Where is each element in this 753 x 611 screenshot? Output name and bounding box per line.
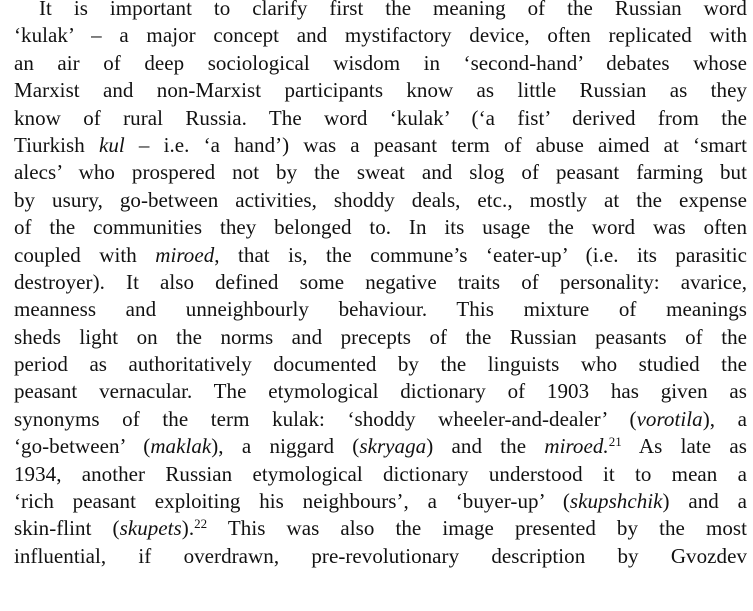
text-run: peasant vernacular. The etymological dictionary of 1903 has given as — [14, 379, 747, 404]
text-line — [14, 105, 747, 132]
text-run: of the communities they belonged to. In its usage the word was often — [14, 215, 747, 240]
text-line — [14, 351, 747, 378]
text-line — [14, 324, 747, 351]
text-run: period as authoritatively documented by the linguists who studied the — [14, 352, 747, 377]
text-line — [14, 0, 747, 22]
text-run: It is important to clarify first the meaning of the Russian word — [39, 0, 747, 20]
text-run: ‘kulak’ – a major concept and mystifactory device, often replicated with — [14, 23, 747, 48]
text-run: sheds light on the norms and precepts of the Russian peasants of the — [14, 324, 747, 349]
italic-term: skupets — [119, 516, 182, 541]
text-line — [14, 214, 747, 241]
text-line — [14, 433, 747, 460]
text-line — [14, 296, 747, 323]
text-run: 1934, another Russian etymological dictionary understood it to mean a — [14, 461, 747, 486]
text-run: know of rural Russia. The word ‘kulak’ (‘a fist’ derived from the — [14, 105, 747, 130]
text-line — [14, 488, 747, 515]
text-line — [14, 159, 747, 186]
text-run: Tiurkish — [14, 132, 99, 157]
text-run: , that is, the commune’s ‘eater-up’ (i.e. its parasitic — [214, 242, 747, 267]
text-line — [14, 187, 747, 214]
text-run: As late as — [621, 434, 748, 459]
text-line — [14, 461, 747, 488]
text-run: ), a niggard ( — [211, 434, 360, 459]
text-run: destroyer). It also defined some negative traits of personality: avarice, — [14, 269, 747, 294]
text-line — [14, 269, 747, 296]
text-run: synonyms of the term kulak: ‘shoddy wheeler-and-dealer’ ( — [14, 406, 637, 431]
text-run: alecs’ who prospered not by the sweat and slog of peasant farming but — [14, 160, 747, 185]
footnote-ref: 22 — [194, 516, 208, 532]
text-run: ‘go-between’ ( — [14, 434, 151, 459]
italic-term: kul — [98, 132, 125, 157]
text-line — [14, 50, 747, 77]
text-run: ) and a — [662, 489, 747, 514]
text-run: meanness and unneighbourly behaviour. This mixture of meanings — [14, 297, 747, 322]
text-run: Marxist and non-Marxist participants know as little Russian as they — [14, 78, 747, 103]
text-run: – i.e. ‘a hand’) was a peasant term of abuse aimed at ‘smart — [124, 132, 748, 157]
italic-term: maklak — [150, 434, 212, 459]
text-run: influential, if overdrawn, pre-revolutionary description by Gvozdev — [14, 543, 747, 568]
text-line — [14, 543, 747, 570]
text-line — [14, 242, 747, 269]
text-run: ), a — [702, 406, 748, 431]
text-run: ). — [181, 516, 195, 541]
italic-term: skupshchik — [569, 489, 663, 514]
text-run: ‘rich peasant exploiting his neighbours’, a ‘buyer-up’ ( — [14, 489, 570, 514]
italic-term: skryaga — [359, 434, 427, 459]
body-paragraph — [14, 0, 747, 570]
text-run: by usury, go-between activities, shoddy deals, etc., mostly at the expense — [14, 187, 747, 212]
italic-term: miroed — [544, 434, 604, 459]
footnote-ref: 21 — [608, 434, 622, 450]
italic-term: miroed — [155, 242, 215, 267]
italic-term: . — [603, 434, 609, 459]
text-run: This was also the image presented by the most — [207, 516, 747, 541]
text-line — [14, 406, 747, 433]
text-run: ) and the — [426, 434, 545, 459]
text-line — [14, 132, 747, 159]
text-line — [14, 515, 747, 542]
text-run: an air of deep sociological wisdom in ‘second-hand’ debates whose — [14, 50, 747, 75]
text-line — [14, 378, 747, 405]
text-line — [14, 77, 747, 104]
text-run: coupled with — [14, 242, 156, 267]
italic-term: vorotila — [636, 406, 703, 431]
text-line — [14, 22, 747, 49]
text-run: skin-flint ( — [14, 516, 120, 541]
